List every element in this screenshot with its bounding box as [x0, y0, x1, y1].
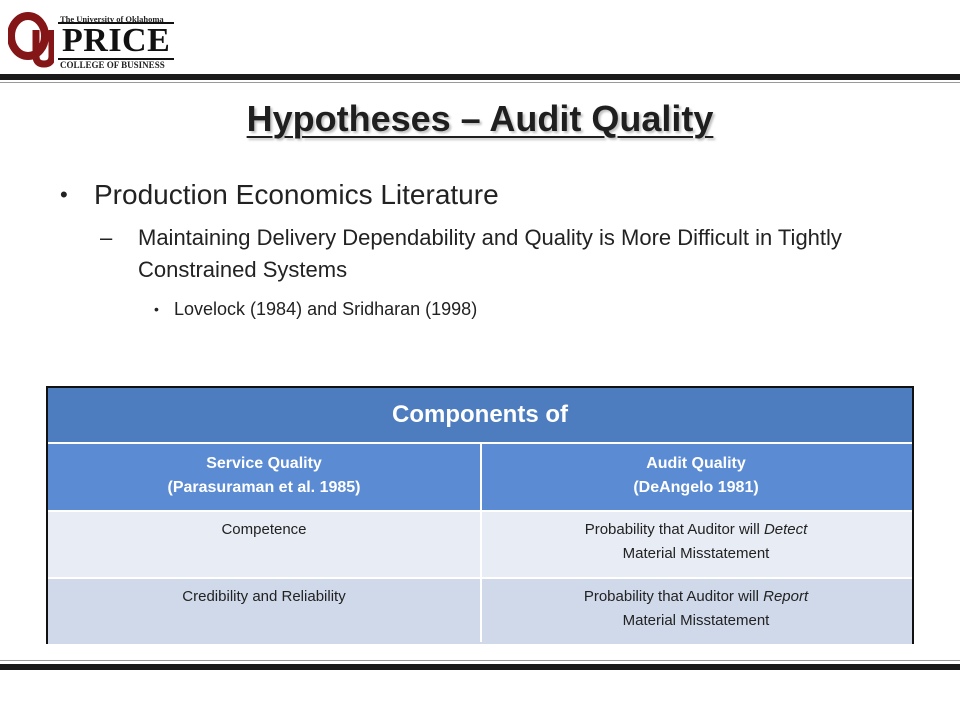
cell-line2: Material Misstatement [622, 545, 770, 562]
slide-title: Hypotheses – Audit Quality [246, 98, 714, 139]
ou-price-logo [8, 8, 171, 70]
components-table [46, 386, 914, 644]
table-cell-audit [480, 518, 912, 566]
cell-line1-prefix: Probability that Auditor will [583, 588, 764, 605]
cell-line1 [480, 518, 912, 542]
bottom-divider-bar [0, 664, 960, 670]
column-header-line2: (Parasuraman et al. 1985) [167, 479, 361, 496]
bullet-dot-small-icon: • [154, 301, 159, 317]
column-header-audit-quality [480, 452, 912, 500]
column-header-line1: Audit Quality [646, 455, 746, 472]
bullet-level1 [60, 176, 920, 214]
bullet-level2 [60, 222, 920, 286]
cell-line1-emphasis: Report [763, 588, 809, 605]
bullet-level3-text: Lovelock (1984) and Sridharan (1998) [174, 299, 478, 319]
column-header-service-quality [48, 452, 480, 500]
cell-line1-emphasis: Detect [763, 521, 808, 538]
ou-monogram-icon [8, 12, 54, 68]
bottom-divider-line [0, 660, 960, 661]
column-header-line2: (DeAngelo 1981) [633, 479, 759, 496]
logo-university-text: The University of Oklahoma [60, 14, 164, 24]
logo-price-text: PRICE [58, 22, 174, 60]
table-column-divider [480, 444, 482, 642]
bullet-dash-icon: – [100, 225, 113, 250]
bullet-level1-text: Production Economics Literature [94, 179, 499, 210]
table-cell-audit [480, 585, 912, 633]
top-divider-line [0, 82, 960, 83]
cell-line1-prefix: Probability that Auditor will [584, 521, 764, 538]
logo-college-text: COLLEGE OF BUSINESS [60, 60, 165, 70]
cell-line1 [480, 585, 912, 609]
bullet-level3 [60, 296, 920, 322]
bullet-dot-icon: • [60, 182, 68, 207]
table-cell-service: Credibility and Reliability [182, 588, 346, 605]
table-cell-service: Competence [221, 521, 307, 538]
bullet-list [60, 176, 920, 322]
cell-line2: Material Misstatement [622, 612, 770, 629]
top-divider-bar [0, 74, 960, 80]
table-header: Components of [48, 388, 912, 444]
bullet-level2-text: Maintaining Delivery Dependability and Quality is More Difficult in Tightly Constrained Systems [138, 225, 842, 282]
column-header-line1: Service Quality [206, 455, 322, 472]
